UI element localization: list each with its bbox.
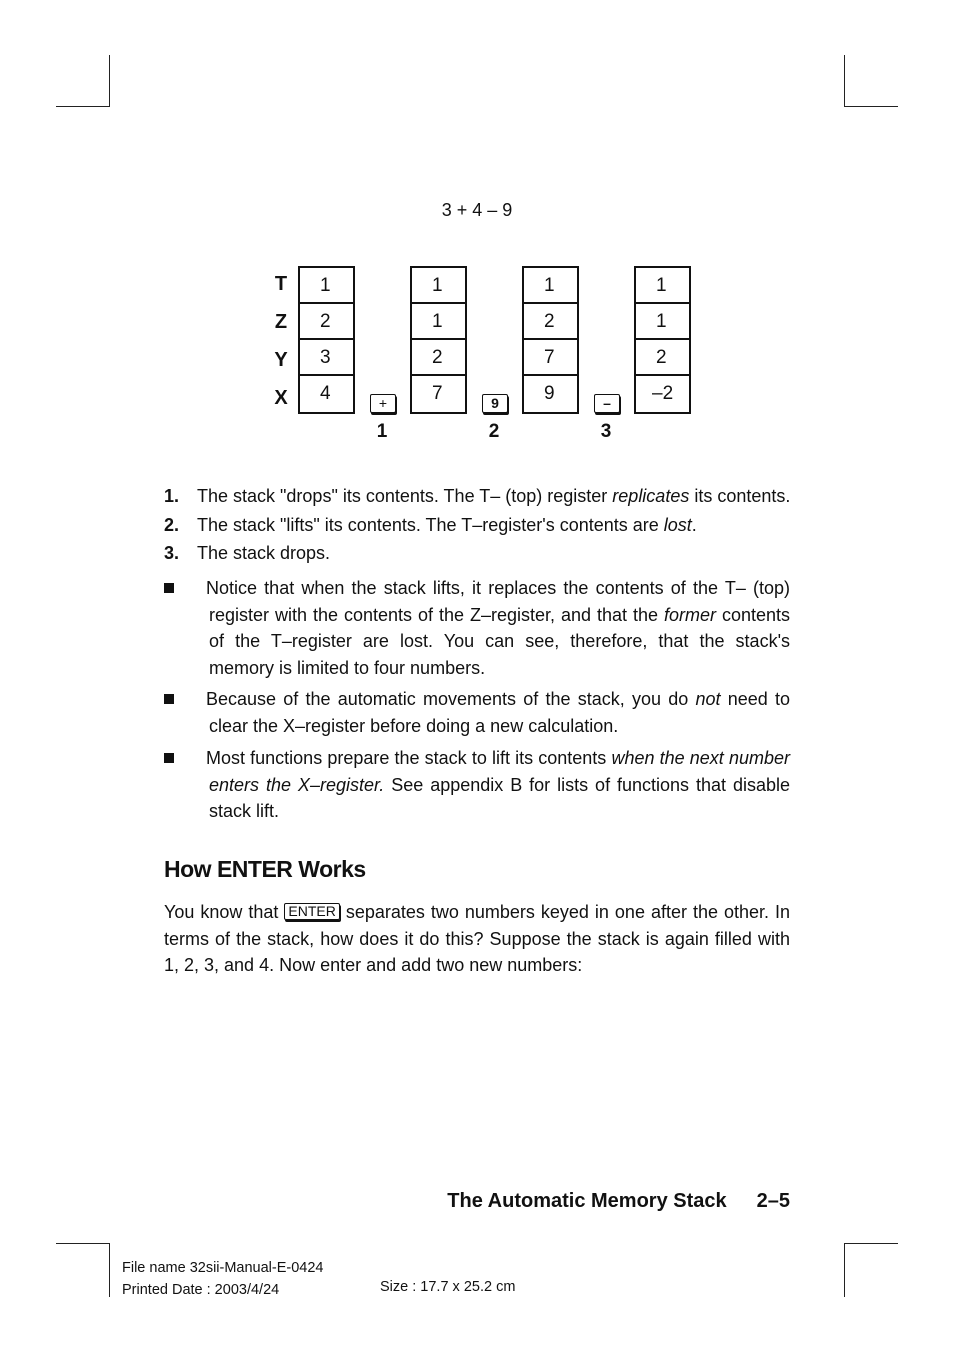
crop-mark — [109, 1243, 110, 1297]
list-item — [164, 515, 790, 544]
stack-cell-y: 7 — [524, 340, 577, 376]
file-name: File name 32sii-Manual-E-0424 — [122, 1260, 324, 1276]
bullet-item — [164, 745, 790, 825]
enter-key-icon: ENTER — [284, 903, 339, 920]
crop-mark — [844, 1243, 898, 1244]
stack-cell-t: 1 — [300, 268, 353, 304]
step-number-1: 1 — [376, 421, 388, 442]
step-number-3: 3 — [600, 421, 612, 442]
printed-date: Printed Date : 2003/4/24 — [122, 1282, 280, 1298]
bullet-text-part: Notice that when the stack lifts, it replaces the contents of the T– (top) register with the contents of the Z–register, and that the — [206, 578, 790, 625]
bullet-emphasis: when the next number enters the X–register. — [209, 748, 790, 795]
list-number: 1. — [164, 486, 180, 506]
crop-mark — [109, 55, 110, 107]
bullet-item — [164, 575, 790, 681]
stack-diagram-2 — [522, 266, 579, 414]
stack-cell-x: 4 — [320, 383, 331, 404]
bullet-text-part: See appendix B for lists of functions that disable stack lift. — [209, 774, 791, 821]
page-size: Size : 17.7 x 25.2 cm — [380, 1279, 516, 1295]
file-info — [122, 1257, 324, 1301]
running-footer — [380, 1190, 790, 1213]
stack-cell-x: 9 — [544, 383, 555, 404]
bullet-text — [206, 686, 790, 739]
nine-key-icon: 9 — [482, 394, 508, 413]
list-item — [164, 486, 790, 515]
bullet-emphasis: former — [663, 604, 716, 625]
list-number: 2. — [164, 514, 180, 535]
stack-cell-y: 2 — [412, 340, 465, 376]
chapter-title: The Automatic Memory Stack — [447, 1190, 727, 1212]
stack-cell-z: 1 — [636, 304, 689, 340]
paragraph-text: separates two numbers keyed in one after the other. In terms of the stack, how does it do this? Suppose the stack is again filled with 1, 2, 3, and 4. Now enter and add two new numbers: — [164, 902, 790, 975]
stack-diagram-1 — [410, 266, 467, 414]
bullet-text — [206, 745, 791, 825]
register-label-y: Y — [274, 349, 288, 371]
stack-cell-y: 3 — [300, 340, 353, 376]
bullet-text-part: need to clear the X–register before doing a new calculation. — [209, 689, 790, 736]
list-text: The stack "lifts" its contents. The T–register's contents are — [197, 514, 664, 535]
register-label-z: Z — [274, 311, 288, 333]
bullet-text — [206, 575, 791, 681]
paragraph-text: You know that — [164, 902, 285, 922]
list-text: its contents. — [689, 486, 791, 506]
bullet-item — [164, 686, 790, 739]
section-heading: How ENTER Works — [164, 856, 366, 882]
list-text: The stack drops. — [197, 543, 331, 563]
bullet-text-part: Because of the automatic movements of the stack, you do — [206, 689, 696, 709]
list-emphasis: replicates — [612, 486, 690, 506]
stack-diagram-0 — [298, 266, 355, 414]
bullet-square-icon — [164, 694, 174, 704]
crop-mark — [56, 1243, 110, 1244]
bullet-text-part: contents of the T–register are lost. You can see, therefore, that the stack's memory is limited to four numbers. — [209, 604, 791, 678]
stack-cell-t: 1 — [412, 268, 465, 304]
list-text: . — [691, 514, 697, 535]
stack-cell-t: 1 — [636, 268, 689, 304]
bullet-square-icon — [164, 753, 174, 763]
bullet-text-part: Most functions prepare the stack to lift its contents — [206, 748, 612, 768]
crop-mark — [844, 106, 898, 107]
minus-key-icon: – — [594, 394, 620, 413]
list-emphasis: lost — [663, 514, 692, 535]
numbered-list — [164, 486, 790, 572]
stack-cell-y: 2 — [636, 340, 689, 376]
stack-cell-z: 2 — [300, 304, 353, 340]
list-item — [164, 543, 790, 572]
bullet-square-icon — [164, 583, 174, 593]
register-label-t: T — [274, 273, 288, 295]
page-number: 2–5 — [756, 1190, 790, 1212]
body-paragraph — [164, 899, 790, 979]
list-text: The stack "drops" its contents. The T– (top) register — [197, 486, 613, 506]
crop-mark — [844, 1243, 845, 1297]
stack-cell-z: 2 — [524, 304, 577, 340]
register-label-x: X — [274, 387, 288, 409]
expression: 3 + 4 – 9 — [441, 200, 513, 220]
step-number-2: 2 — [488, 421, 500, 442]
bullet-emphasis: not — [695, 689, 721, 709]
crop-mark — [844, 55, 845, 107]
stack-cell-x: 7 — [432, 383, 443, 404]
list-number: 3. — [164, 543, 180, 563]
stack-diagram-3 — [634, 266, 691, 414]
crop-mark — [56, 106, 110, 107]
plus-key-icon: + — [370, 394, 396, 413]
stack-cell-t: 1 — [524, 268, 577, 304]
stack-cell-z: 1 — [412, 304, 465, 340]
stack-cell-x: –2 — [652, 383, 674, 404]
